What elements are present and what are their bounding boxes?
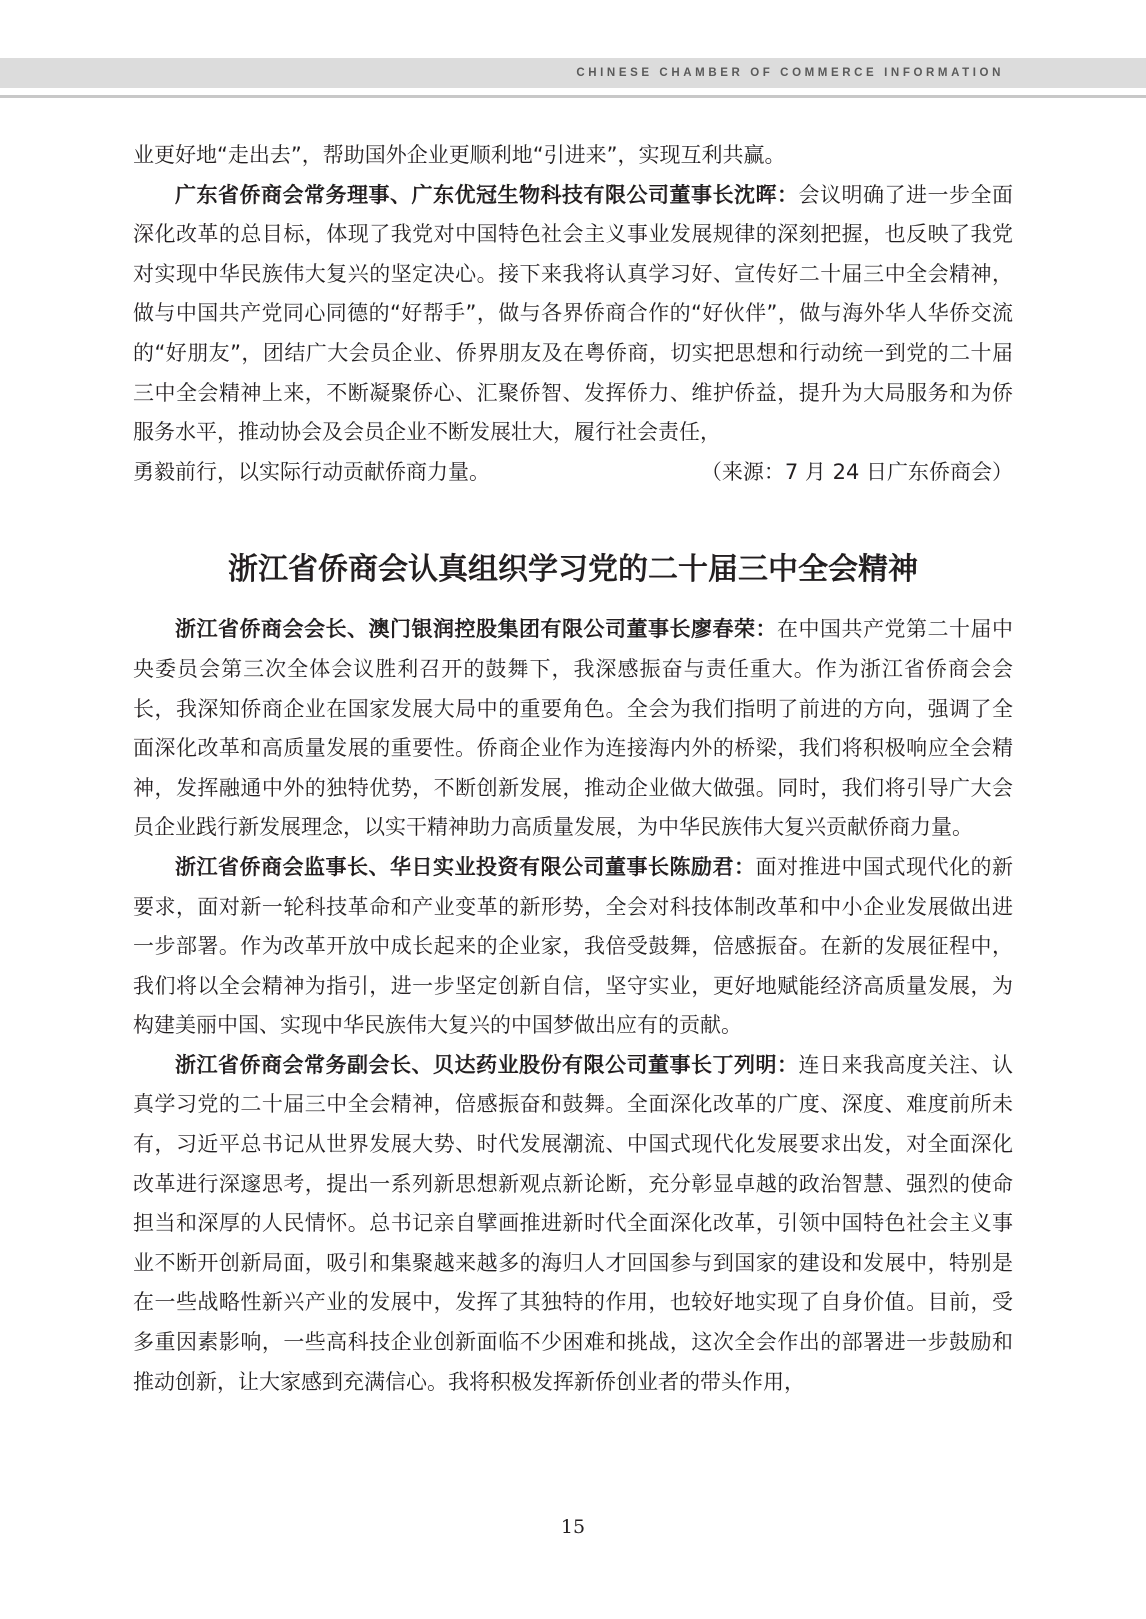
speaker-name: 浙江省侨商会监事长、华日实业投资有限公司董事长陈励君：: [175, 854, 756, 879]
continuation-paragraph: 业更好地“走出去”，帮助国外企业更顺利地“引进来”，实现互利共赢。: [133, 143, 786, 167]
page-number: 15: [560, 1516, 586, 1538]
speaker-paragraph: [133, 848, 1013, 1046]
paragraph-text: 在中国共产党第二十届中央委员会第三次全体会议胜利召开的鼓舞下，我深感振奋与责任重大。作为浙江省侨商会会长，我深知侨商企业在国家发展大局中的重要角色。全会为我们指明了前进的方向，强调了全面深化改革和高质量发展的重要性。侨商企业作为连接海内外的桥梁，我们将积极响应全会精神，发挥融通中外的独特优势，不断创新发展，推动企业做大做强。同时，我们将引导广大会员企业践行新发展理念，以实干精神助力高质量发展，为中华民族伟大复兴贡献侨商力量。: [133, 617, 1013, 840]
section-title: 浙江省侨商会认真组织学习党的二十届三中全会精神: [228, 552, 918, 588]
paragraph-text: 连日来我高度关注、认真学习党的二十届三中全会精神，倍感振奋和鼓舞。全面深化改革的广度、深度、难度前所未有，习近平总书记从世界发展大势、时代发展潮流、中国式现代化发展要求出发，对全面深化改革进行深邃思考，提出一系列新思想新观点新论断，充分彰显卓越的政治智慧、强烈的使命担当和深厚的人民情怀。总书记亲自擘画推进新时代全面深化改革，引领中国特色社会主义事业不断开创新局面，吸引和集聚越来越多的海归人才回国参与到国家的建设和发展中，特别是在一些战略性新兴产业的发展中，发挥了其独特的作用，也较好地实现了自身价值。目前，受多重因素影响，一些高科技企业创新面临不少困难和挑战，这次全会作出的部署进一步鼓励和推动创新，让大家感到充满信心。我将积极发挥新侨创业者的带头作用，: [133, 1052, 1013, 1394]
speaker-paragraph: [133, 610, 1013, 848]
intro-paragraph: [133, 176, 1013, 453]
header-rule: [0, 95, 1146, 98]
speaker-name: 浙江省侨商会会长、澳门银润控股集团有限公司董事长廖春荣：: [175, 617, 777, 642]
speaker-name: 广东省侨商会常务理事、广东优冠生物科技有限公司董事长沈晖：: [175, 182, 799, 207]
article-body: [133, 136, 1013, 1402]
source-note: （来源：7 月 24 日广东侨商会）: [700, 459, 1013, 484]
paragraph-text: 面对推进中国式现代化的新要求，面对新一轮科技革命和产业变革的新形势，全会对科技体制改革和中小企业发展做出进一步部署。作为改革开放中成长起来的企业家，我倍受鼓舞，倍感振奋。在新的发展征程中，我们将以全会精神为指引，进一步坚定创新自信，坚守实业，更好地赋能经济高质量发展，为构建美丽中国、实现中华民族伟大复兴的中国梦做出应有的贡献。: [133, 854, 1013, 1038]
paragraph-text: 会议明确了进一步全面深化改革的总目标，体现了我党对中国特色社会主义事业发展规律的深刻把握，也反映了我党对实现中华民族伟大复兴的坚定决心。接下来我将认真学习好、宣传好二十届三中全会精神，做与中国共产党同心同德的“好帮手”，做与各界侨商合作的“好伙伴”，做与海外华人华侨交流的“好朋友”，团结广大会员企业、侨界朋友及在粤侨商，切实把思想和行动统一到党的二十届三中全会精神上来，不断凝聚侨心、汇聚侨智、发挥侨力、维护侨益，提升为大局服务和为侨服务水平，推动协会及会员企业不断发展壮大，履行社会责任，: [133, 182, 1013, 445]
speaker-name: 浙江省侨商会常务副会长、贝达药业股份有限公司董事长丁列明：: [175, 1052, 799, 1077]
speaker-paragraph: [133, 1046, 1013, 1402]
source-line: [133, 453, 1013, 493]
running-title: CHINESE CHAMBER OF COMMERCE INFORMATION: [576, 67, 1004, 79]
paragraph-last-line: 勇毅前行，以实际行动贡献侨商力量。: [133, 459, 490, 484]
